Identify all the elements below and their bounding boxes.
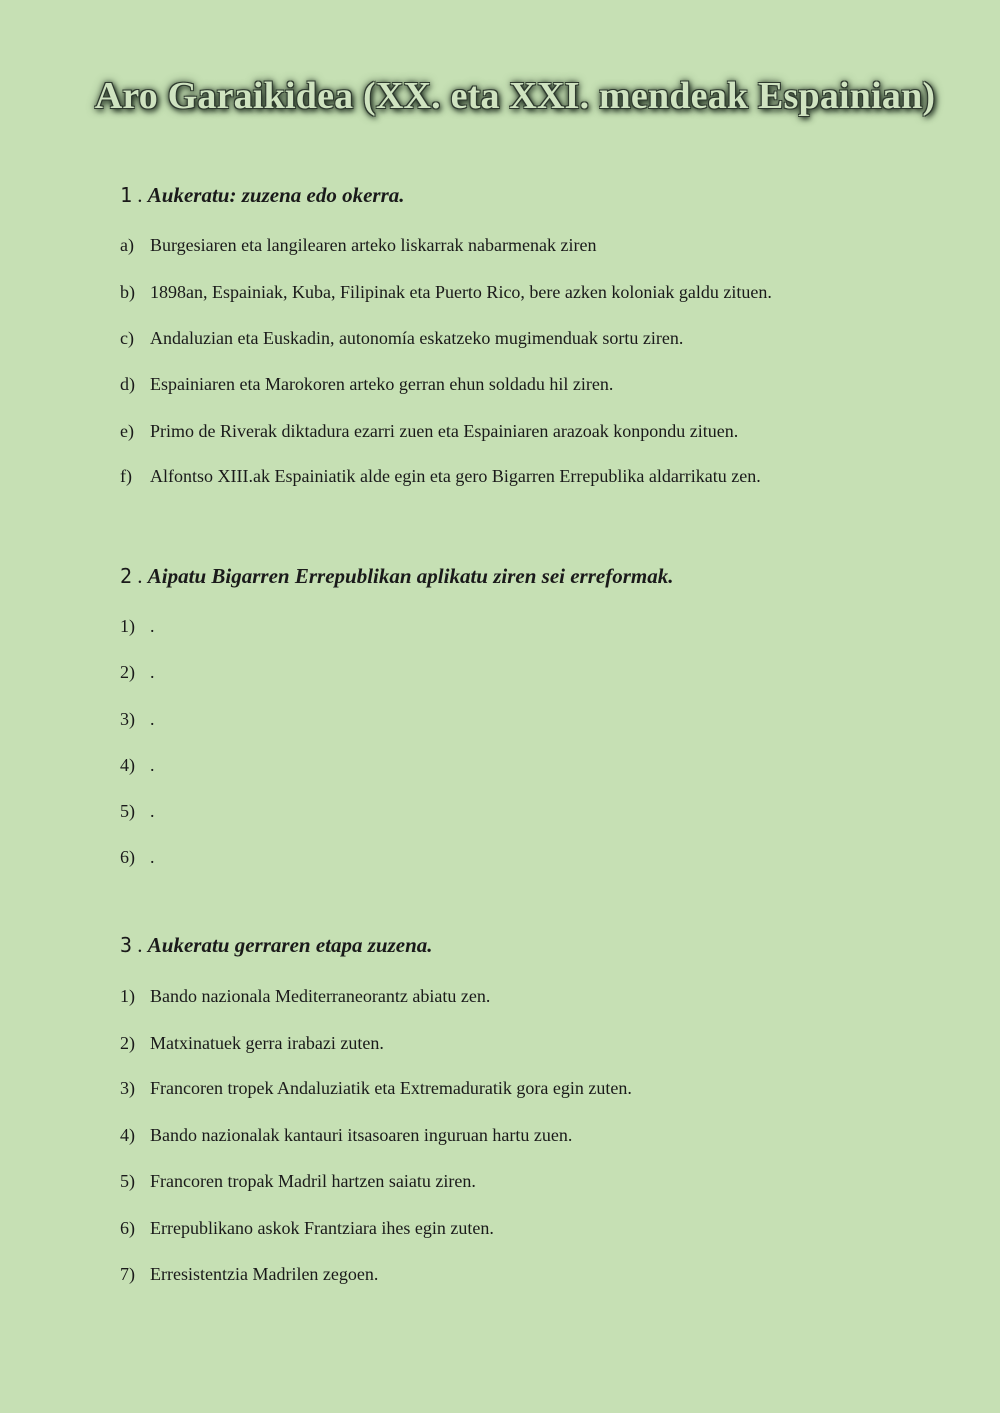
item-text: . <box>150 616 155 636</box>
section-1-heading: 1 . Aukeratu: zuzena edo okerra. <box>120 183 405 207</box>
list-item <box>120 754 940 776</box>
item-text: Burgesiaren eta langilearen arteko liskarrak nabarmenak ziren <box>150 235 597 255</box>
item-text: . <box>150 847 155 867</box>
item-marker: b) <box>120 282 135 302</box>
item-marker: 3) <box>120 709 135 729</box>
item-text: Erresistentzia Madrilen zegoen. <box>150 1264 379 1284</box>
item-text: . <box>150 662 155 682</box>
item-marker: 2) <box>120 1033 135 1053</box>
list-item <box>120 985 940 1007</box>
page-title: Aro Garaikidea (XX. eta XXI. mendeak Espainian) <box>94 75 936 117</box>
list-item <box>120 1077 940 1099</box>
item-marker: 5) <box>120 1171 135 1191</box>
list-item <box>120 373 940 395</box>
list-item <box>120 1032 940 1054</box>
item-marker: 1) <box>120 986 135 1006</box>
section-3-question: Aukeratu gerraren etapa zuzena. <box>147 933 433 957</box>
item-text: Bando nazionala Mediterraneorantz abiatu zen. <box>150 986 491 1006</box>
section-1 <box>120 182 940 486</box>
item-text: . <box>150 801 155 821</box>
item-text: Andaluzian eta Euskadin, autonomía eskatzeko mugimenduak sortu ziren. <box>150 328 684 348</box>
list-item <box>120 465 940 487</box>
item-text: Errepublikano askok Frantziara ihes egin zuten. <box>150 1218 494 1238</box>
list-item <box>120 1217 940 1239</box>
item-marker: 2) <box>120 662 135 682</box>
list-item <box>120 800 940 822</box>
list-item <box>120 327 940 349</box>
item-text: . <box>150 709 155 729</box>
list-item <box>120 846 940 868</box>
item-text: Matxinatuek gerra irabazi zuten. <box>150 1033 384 1053</box>
section-3 <box>120 932 940 1284</box>
section-1-number: 1 <box>120 183 133 207</box>
item-marker: 5) <box>120 801 135 821</box>
section-2-heading: 2 . Aipatu Bigarren Errepublikan aplikatu ziren sei erreformak. <box>120 564 674 588</box>
item-text: . <box>150 755 155 775</box>
list-item <box>120 234 940 256</box>
item-text: Espainiaren eta Marokoren arteko gerran ehun soldadu hil ziren. <box>150 374 614 394</box>
item-marker: 4) <box>120 755 135 775</box>
list-item <box>120 661 940 683</box>
list-item <box>120 1170 940 1192</box>
item-text: Francoren tropak Madril hartzen saiatu ziren. <box>150 1171 476 1191</box>
item-text: Bando nazionalak kantauri itsasoaren inguruan hartu zuen. <box>150 1125 573 1145</box>
item-marker: a) <box>120 235 134 255</box>
item-marker: 3) <box>120 1078 135 1098</box>
section-3-heading: 3 . Aukeratu gerraren etapa zuzena. <box>120 933 433 957</box>
section-2 <box>120 563 940 867</box>
item-text: Francoren tropek Andaluziatik eta Extremaduratik gora egin zuten. <box>150 1078 632 1098</box>
item-text: 1898an, Espainiak, Kuba, Filipinak eta Puerto Rico, bere azken koloniak galdu zituen. <box>150 282 772 302</box>
item-marker: 7) <box>120 1264 135 1284</box>
list-item <box>120 281 940 303</box>
item-marker: d) <box>120 374 135 394</box>
list-item <box>120 420 940 442</box>
item-marker: e) <box>120 421 134 441</box>
item-marker: 6) <box>120 1218 135 1238</box>
item-text: Alfontso XIII.ak Espainiatik alde egin eta gero Bigarren Errepublika aldarrikatu zen. <box>150 466 761 486</box>
list-item <box>120 1124 940 1146</box>
section-1-question: Aukeratu: zuzena edo okerra. <box>147 183 405 207</box>
list-item <box>120 1263 940 1285</box>
item-marker: f) <box>120 466 132 486</box>
item-marker: 4) <box>120 1125 135 1145</box>
list-item <box>120 615 940 637</box>
list-item <box>120 708 940 730</box>
item-marker: 6) <box>120 847 135 867</box>
section-2-number: 2 <box>120 564 133 588</box>
item-text: Primo de Riverak diktadura ezarri zuen eta Espainiaren arazoak konpondu zituen. <box>150 421 739 441</box>
item-marker: c) <box>120 328 134 348</box>
section-2-question: Aipatu Bigarren Errepublikan aplikatu ziren sei erreformak. <box>147 564 674 588</box>
section-3-number: 3 <box>120 933 133 957</box>
item-marker: 1) <box>120 616 135 636</box>
